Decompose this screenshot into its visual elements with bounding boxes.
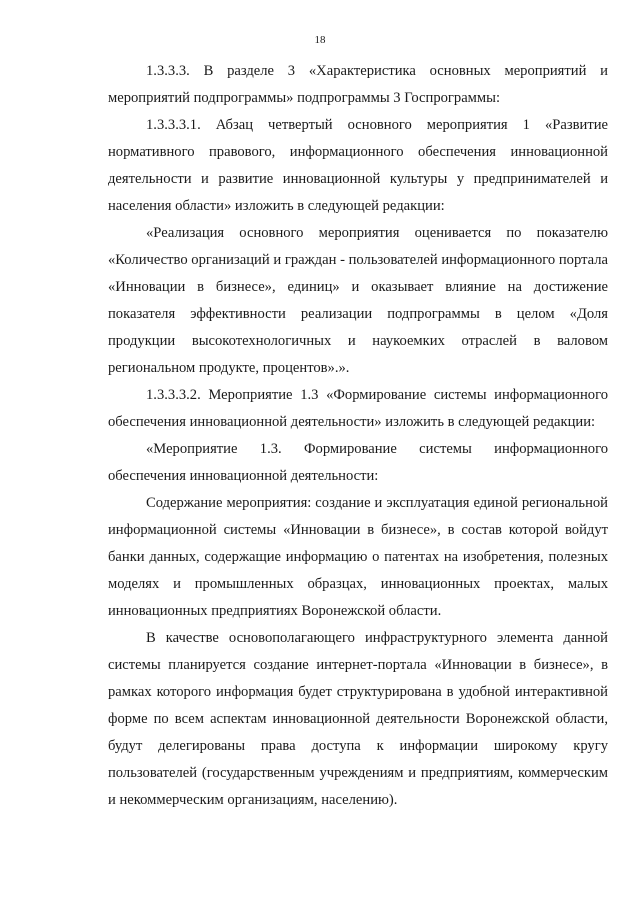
document-body bbox=[108, 58, 608, 814]
paragraph-measure-content: Содержание мероприятия: создание и эксплуатация единой региональной информационной системы «Инновации в бизнесе», в состав которой войдут банки данных, содержащие информацию о патентах на изобретения, полезных моделях и промышленных образцах, инновационных проектах, малых инновационных предприятиях Воронежской области. bbox=[108, 495, 608, 619]
paragraph-section-1-3-3-3-1: 1.3.3.3.1. Абзац четвертый основного мероприятия 1 «Развитие нормативного правового, информационного обеспечения инновационной деятельности и развитие инновационной культуры у предпринимателей и населения области» изложить в следующей редакции: bbox=[108, 117, 608, 214]
paragraph-measure-1-3-title: «Мероприятие 1.3. Формирование системы информационного обеспечения инновационной деятельности: bbox=[108, 441, 608, 484]
paragraph-section-1-3-3-3: 1.3.3.3. В разделе 3 «Характеристика основных мероприятий и мероприятий подпрограммы» подпрограммы 3 Госпрограммы: bbox=[108, 63, 608, 106]
paragraph-quoted-indicator: «Реализация основного мероприятия оценивается по показателю «Количество организаций и граждан - пользователей информационного портала «Инновации в бизнесе», единиц» и оказывает влияние на достижение показателя эффективности реализации подпрограммы в целом «Доля продукции высокотехнологичных и наукоемких отраслей в валовом региональном продукте, процентов».». bbox=[108, 225, 608, 376]
paragraph-section-1-3-3-3-2: 1.3.3.3.2. Мероприятие 1.3 «Формирование системы информационного обеспечения инновационной деятельности» изложить в следующей редакции: bbox=[108, 387, 608, 430]
page-number: 18 bbox=[314, 34, 326, 46]
paragraph-portal-description: В качестве основополагающего инфраструктурного элемента данной системы планируется создание интернет-портала «Инновации в бизнесе», в рамках которого информация будет структурирована в удобной интерактивной форме по всем аспектам инновационной деятельности Воронежской области, будут делегированы права доступа к информации широкому кругу пользователей (государственным учреждениям и предприятиям, коммерческим и некоммерческим организациям, населению). bbox=[108, 630, 608, 808]
